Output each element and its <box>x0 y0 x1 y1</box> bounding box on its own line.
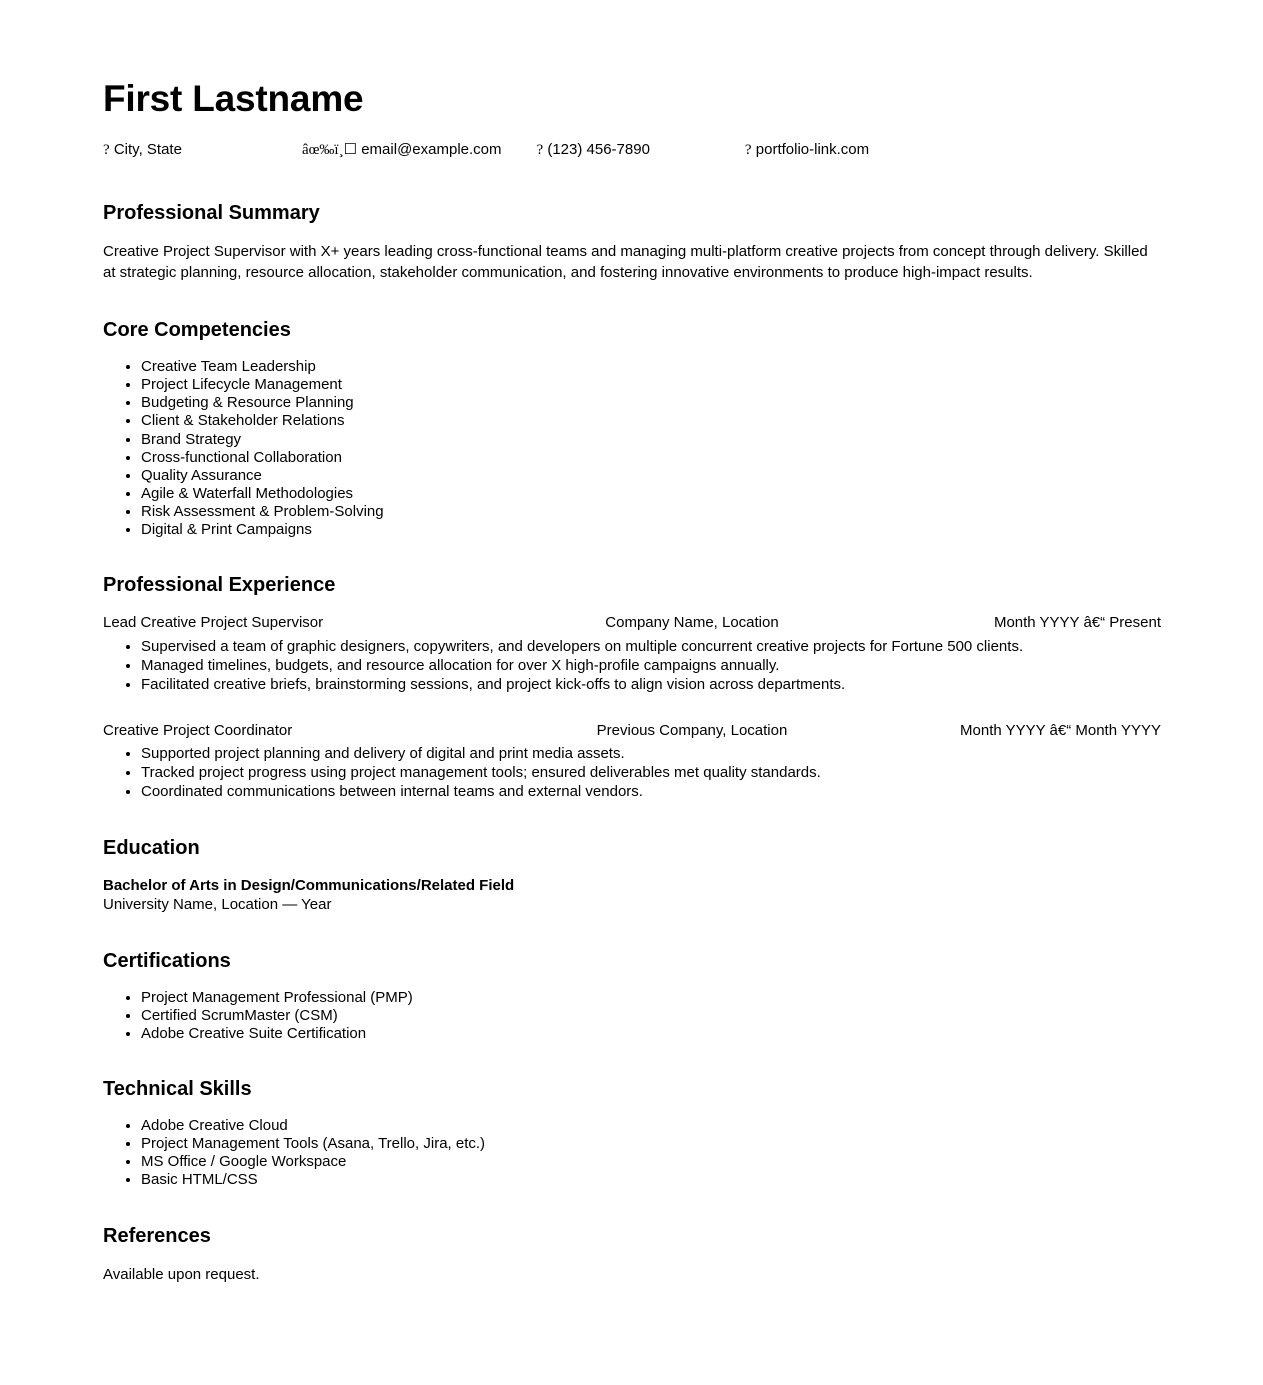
section-title-professional-summary: Professional Summary <box>103 201 320 224</box>
job-company: Company Name, Location <box>605 614 779 632</box>
section-core-competencies <box>103 318 1161 539</box>
list-item: • Facilitated creative briefs, brainstorming sessions, and project kick-offs to align vision across departments. <box>141 675 1161 694</box>
globe-icon: ? <box>744 141 752 158</box>
job-title: Lead Creative Project Supervisor <box>103 614 324 632</box>
list-item: • Tracked project progress using project management tools; ensured deliverables met quality standards. <box>141 763 1161 782</box>
list-item: • Basic HTML/CSS <box>141 1171 1161 1189</box>
list-item: • Project Lifecycle Management <box>141 376 1161 394</box>
certifications-list <box>103 989 1161 1043</box>
list-item: • Quality Assurance <box>141 467 1161 485</box>
phone-icon: ? <box>536 141 544 158</box>
section-title-core-competencies: Core Competencies <box>103 319 291 342</box>
education-degree: Bachelor of Arts in Design/Communications/Related Field <box>103 876 515 894</box>
list-item: • Cross-functional Collaboration <box>141 449 1161 467</box>
list-item: • Digital & Print Campaigns <box>141 521 1161 539</box>
job-title: Creative Project Coordinator <box>103 721 293 739</box>
section-title-certifications: Certifications <box>103 949 231 972</box>
list-item: • Budgeting & Resource Planning <box>141 394 1161 412</box>
section-technical-skills <box>103 1077 1161 1190</box>
list-item: • Brand Strategy <box>141 431 1161 449</box>
section-title-technical-skills: Technical Skills <box>103 1077 252 1100</box>
contact-website[interactable] <box>745 141 869 159</box>
job-company: Previous Company, Location <box>596 721 788 739</box>
education-school: University Name, Location — Year <box>103 896 332 914</box>
core-competencies-list <box>103 358 1161 539</box>
experience-entry-header <box>103 613 1161 633</box>
job-bullets-list <box>103 637 1161 695</box>
envelope-icon: âœ‰ï¸☐ <box>301 141 358 158</box>
job-dates: Month YYYY â€“ Month YYYY <box>960 721 1161 739</box>
job-dates: Month YYYY â€“ Present <box>993 614 1161 632</box>
section-references <box>103 1224 1161 1286</box>
experience-entry <box>103 613 1161 694</box>
experience-entry-header <box>103 721 1161 741</box>
technical-skills-list <box>103 1117 1161 1190</box>
list-item: • Project Management Tools (Asana, Trello, Jira, etc.) <box>141 1135 1161 1153</box>
list-item: • Supervised a team of graphic designers, copywriters, and developers on multiple concurrent creative projects for Fortune 500 clients. <box>141 637 1161 656</box>
page-title: First Lastname <box>103 78 364 119</box>
contact-row <box>103 141 1161 159</box>
list-item: • Creative Team Leadership <box>141 358 1161 376</box>
contact-location-text: City, State <box>113 140 182 158</box>
section-professional-summary <box>103 201 1161 284</box>
list-item: • Adobe Creative Cloud <box>141 1117 1161 1135</box>
section-title-professional-experience: Professional Experience <box>103 574 336 597</box>
contact-email[interactable] <box>302 141 502 159</box>
contact-phone[interactable] <box>537 141 650 159</box>
resume-sheet <box>103 80 1161 1285</box>
section-professional-experience <box>103 573 1161 801</box>
location-pin-icon: ? <box>103 141 110 158</box>
professional-summary-text: Creative Project Supervisor with X+ years leading cross-functional teams and managing multi-platform creative projects from concept through delivery. Skilled at strategic planning, resource allocation, stakeholder communication, and fostering innovative environments to produce high-impact results. <box>103 242 1148 282</box>
references-text: Available upon request. <box>103 1265 260 1283</box>
list-item: • Managed timelines, budgets, and resource allocation for over X high-profile campaigns annually. <box>141 656 1161 675</box>
contact-location <box>103 141 182 159</box>
resume-header <box>103 80 1161 159</box>
list-item: • Supported project planning and delivery of digital and print media assets. <box>141 744 1161 763</box>
list-item: • Client & Stakeholder Relations <box>141 412 1161 430</box>
contact-website-text: portfolio-link.com <box>755 140 870 158</box>
section-title-education: Education <box>103 836 200 859</box>
list-item: • MS Office / Google Workspace <box>141 1153 1161 1171</box>
list-item: • Agile & Waterfall Methodologies <box>141 485 1161 503</box>
list-item: • Coordinated communications between internal teams and external vendors. <box>141 782 1161 801</box>
contact-phone-text: (123) 456-7890 <box>547 140 650 158</box>
section-title-references: References <box>103 1224 211 1247</box>
job-bullets-list <box>103 744 1161 802</box>
list-item: • Project Management Professional (PMP) <box>141 989 1161 1007</box>
list-item: • Risk Assessment & Problem-Solving <box>141 503 1161 521</box>
experience-entry <box>103 721 1161 802</box>
section-education <box>103 836 1161 915</box>
list-item: • Certified ScrumMaster (CSM) <box>141 1007 1161 1025</box>
contact-email-text: email@example.com <box>361 140 502 158</box>
list-item: • Adobe Creative Suite Certification <box>141 1025 1161 1043</box>
section-certifications <box>103 949 1161 1043</box>
